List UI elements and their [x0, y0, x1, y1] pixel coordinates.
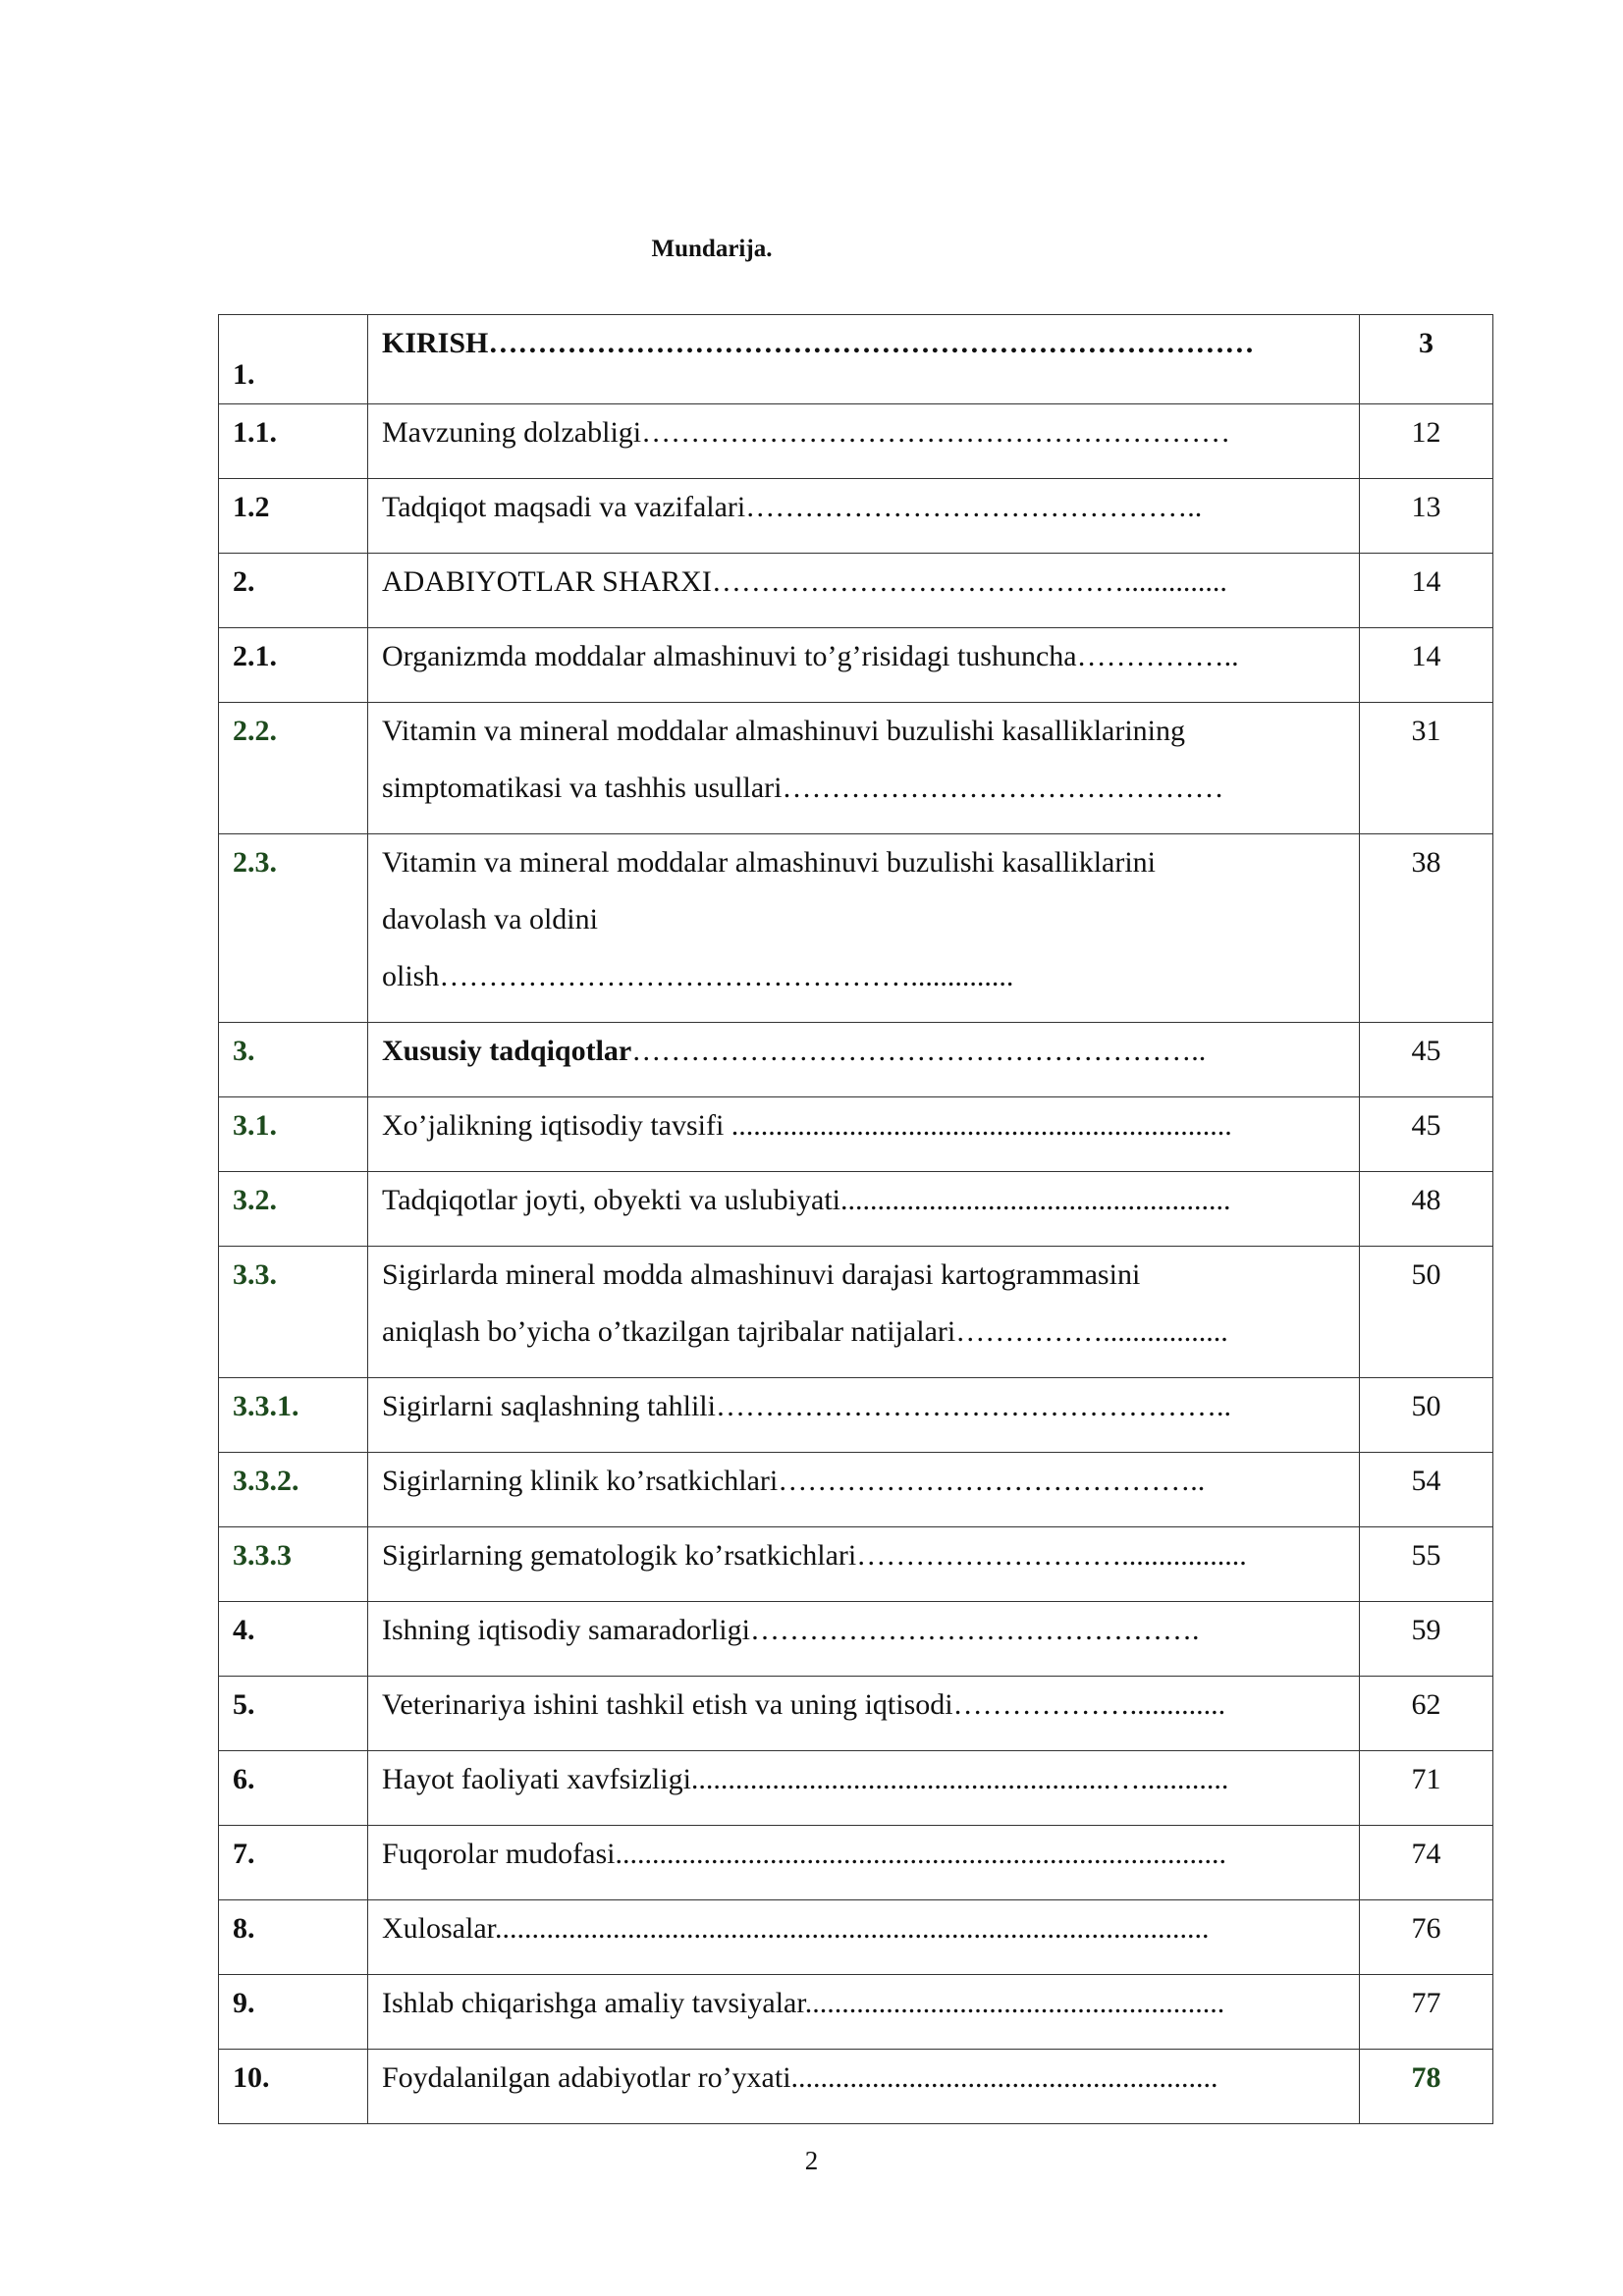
toc-title-line: Mavzuning dolzabligi……………………………………………………	[382, 416, 1231, 449]
toc-row-number: 5.	[219, 1677, 368, 1751]
toc-row-number: 8.	[219, 1900, 368, 1975]
toc-title-line: Tadqiqotlar joyti, obyekti va uslubiyati.....................................................	[382, 1184, 1231, 1216]
toc-title-line: Xo’jalikning iqtisodiy tavsifi ....................................................................	[382, 1109, 1232, 1142]
toc-row-page: 38	[1360, 834, 1493, 1023]
toc-row-title	[368, 479, 1360, 554]
toc-title-line: Ishning iqtisodiy samaradorligi……………………………………….	[382, 1614, 1200, 1646]
toc-row-number: 2.3.	[219, 834, 368, 1023]
toc-row	[219, 1172, 1493, 1247]
toc-row-page: 50	[1360, 1378, 1493, 1453]
toc-row	[219, 315, 1493, 404]
toc-row	[219, 1900, 1493, 1975]
toc-row-page: 78	[1360, 2050, 1493, 2124]
toc-row-title	[368, 1527, 1360, 1602]
toc-row-page: 14	[1360, 628, 1493, 703]
toc-row-page: 45	[1360, 1097, 1493, 1172]
toc-title-leader: …………………………………………………..	[631, 1035, 1207, 1067]
toc-row-page: 3	[1360, 315, 1493, 404]
toc-title-line: Vitamin va mineral moddalar almashinuvi buzulishi kasalliklarini	[382, 846, 1157, 879]
toc-row	[219, 404, 1493, 479]
toc-row-page: 77	[1360, 1975, 1493, 2050]
toc-row	[219, 1975, 1493, 2050]
toc-row	[219, 1677, 1493, 1751]
page-number: 2	[804, 2146, 819, 2175]
toc-row-title	[368, 1172, 1360, 1247]
toc-row	[219, 1527, 1493, 1602]
toc-title-line: Organizmda moddalar almashinuvi to’g’risidagi tushuncha……………..	[382, 640, 1239, 672]
toc-row-number: 10.	[219, 2050, 368, 2124]
page-title: Mundarija.	[651, 236, 773, 262]
toc-row-title	[368, 1751, 1360, 1826]
toc-row-page: 54	[1360, 1453, 1493, 1527]
toc-title-line: Sigirlarning gematologik ko’rsatkichlari……………………….................	[382, 1539, 1247, 1572]
toc-row-title	[368, 1602, 1360, 1677]
toc-row-page: 59	[1360, 1602, 1493, 1677]
toc-row	[219, 1023, 1493, 1097]
toc-row-title	[368, 1023, 1360, 1097]
toc-title-line: simptomatikasi va tashhis usullari………………………………………	[382, 772, 1224, 804]
toc-row	[219, 1602, 1493, 1677]
toc-row-title	[368, 703, 1360, 834]
toc-row-page: 71	[1360, 1751, 1493, 1826]
toc-row-page: 12	[1360, 404, 1493, 479]
toc-row	[219, 1097, 1493, 1172]
toc-row-page: 14	[1360, 554, 1493, 628]
toc-row-number: 1.1.	[219, 404, 368, 479]
toc-row	[219, 1378, 1493, 1453]
toc-row-title	[368, 1900, 1360, 1975]
toc-title-line: ADABIYOTLAR SHARXI……………………………………..............	[382, 565, 1227, 598]
toc-row	[219, 2050, 1493, 2124]
toc-title-line: Tadqiqot maqsadi va vazifalari………………………………………..	[382, 491, 1203, 523]
toc-row-title	[368, 1097, 1360, 1172]
toc-row-title	[368, 834, 1360, 1023]
toc-row-number: 2.1.	[219, 628, 368, 703]
toc-row-title	[368, 1975, 1360, 2050]
toc-row-title	[368, 554, 1360, 628]
toc-row-number: 3.3.2.	[219, 1453, 368, 1527]
toc-title-line: davolash va oldini	[382, 903, 598, 935]
toc-title-line: Veterinariya ishini tashkil etish va uning iqtisodi……………….............	[382, 1688, 1226, 1721]
toc-row-number: 3.	[219, 1023, 368, 1097]
toc-row-number: 3.3.3	[219, 1527, 368, 1602]
toc-row	[219, 1453, 1493, 1527]
toc-row-page: 50	[1360, 1247, 1493, 1378]
toc-row	[219, 834, 1493, 1023]
toc-row-page: 76	[1360, 1900, 1493, 1975]
toc-row-page: 74	[1360, 1826, 1493, 1900]
toc-row	[219, 554, 1493, 628]
toc-row-number: 3.3.	[219, 1247, 368, 1378]
toc-row-title	[368, 315, 1360, 404]
toc-row-number: 2.	[219, 554, 368, 628]
toc-row-number: 4.	[219, 1602, 368, 1677]
toc-row-page: 62	[1360, 1677, 1493, 1751]
toc-title-line: Ishlab chiqarishga amaliy tavsiyalar.........................................................	[382, 1987, 1225, 2019]
toc-row-title	[368, 404, 1360, 479]
toc-row-number: 1.2	[219, 479, 368, 554]
toc-row-page: 55	[1360, 1527, 1493, 1602]
toc-title-line: Xulosalar.................................................................................................	[382, 1912, 1210, 1945]
toc-title-line: Hayot faoliyati xavfsizligi.........................................................…............	[382, 1763, 1229, 1795]
toc-row-title	[368, 1826, 1360, 1900]
toc-body	[219, 315, 1493, 2124]
toc-title-line: KIRISH……………………………………………………………………	[382, 327, 1255, 359]
toc-title-line: aniqlash bo’yicha o’tkazilgan tajribalar natijalari…………….................	[382, 1315, 1228, 1348]
toc-row-number: 1.	[219, 315, 368, 404]
toc-title-line: Foydalanilgan adabiyotlar ro’yxati..........................................................	[382, 2061, 1218, 2094]
toc-row-page: 48	[1360, 1172, 1493, 1247]
toc-title-line: Sigirlarni saqlashning tahlili……………………………………………..	[382, 1390, 1231, 1422]
toc-row-number: 9.	[219, 1975, 368, 2050]
toc-row-number: 2.2.	[219, 703, 368, 834]
toc-row-title	[368, 628, 1360, 703]
toc-row-title	[368, 1247, 1360, 1378]
toc-title-line: olish…………………………………………..............	[382, 960, 1014, 992]
toc-title-line: Sigirlarning klinik ko’rsatkichlari……………………………………..	[382, 1465, 1206, 1497]
toc-row-number: 3.3.1.	[219, 1378, 368, 1453]
toc-row	[219, 1247, 1493, 1378]
toc-row-page: 13	[1360, 479, 1493, 554]
toc-row-page: 31	[1360, 703, 1493, 834]
toc-title-line: Fuqorolar mudofasi...................................................................................	[382, 1838, 1226, 1870]
toc-row	[219, 1751, 1493, 1826]
toc-row-title	[368, 1453, 1360, 1527]
toc-row-number: 3.2.	[219, 1172, 368, 1247]
toc-row-title	[368, 1378, 1360, 1453]
toc-row-number: 7.	[219, 1826, 368, 1900]
toc-title-line: Sigirlarda mineral modda almashinuvi darajasi kartogrammasini	[382, 1258, 1141, 1291]
toc-title-line	[382, 1023, 1345, 1080]
toc-title-line: Vitamin va mineral moddalar almashinuvi buzulishi kasalliklarining	[382, 715, 1186, 747]
toc-row-title	[368, 2050, 1360, 2124]
toc-row	[219, 479, 1493, 554]
toc-row	[219, 703, 1493, 834]
toc-row	[219, 1826, 1493, 1900]
table-of-contents	[218, 314, 1493, 2124]
toc-title-bold: Xususiy tadqiqotlar	[382, 1035, 632, 1067]
toc-row-page: 45	[1360, 1023, 1493, 1097]
toc-row-number: 6.	[219, 1751, 368, 1826]
toc-row	[219, 628, 1493, 703]
toc-row-number: 3.1.	[219, 1097, 368, 1172]
toc-row-title	[368, 1677, 1360, 1751]
